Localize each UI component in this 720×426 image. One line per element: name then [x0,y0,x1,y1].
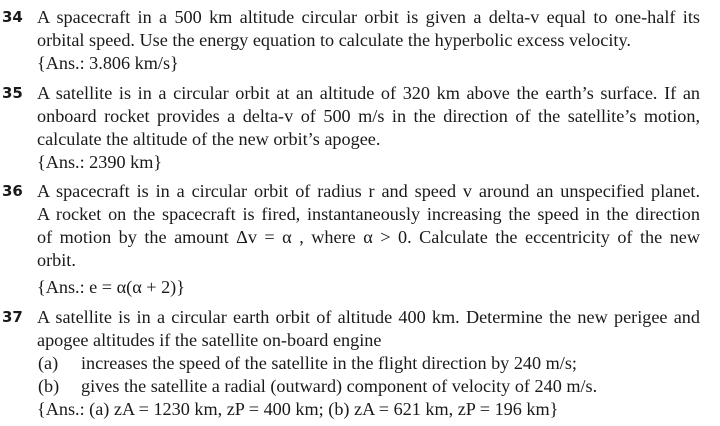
problem-text [37,82,700,174]
problem-number: 34 [2,8,23,26]
problem-line: calculate the altitude of the new orbit’s apogee. [37,129,381,149]
problem-line: orbital speed. Use the energy equation to calculate the hyperbolic excess velocity. [37,30,631,50]
answer: {Ans.: (a) zA = 1230 km, zP = 400 km; (b) zA = 621 km, zP = 196 km} [37,399,559,419]
problem-line: onboard rocket provides a delta-v of 500 m/s in the direction of the satellite’s motion, [37,106,700,126]
subitem-text: increases the speed of the satellite in the flight direction by 240 m/s; [81,353,577,373]
problem-line: A spacecraft is in a circular orbit of radius r and speed v around an unspecified planet. [37,181,700,201]
problem-text [37,180,700,299]
problem-line: A satellite is in a circular orbit at an altitude of 320 km above the earth’s surface. If an [37,83,700,103]
subitem-b [37,375,700,398]
answer: {Ans.: e = α(α + 2)} [37,277,185,297]
subitem-a [37,352,700,375]
problem-line: of motion by the amount Δv = α , where α > 0. Calculate the eccentricity of the new [37,227,700,247]
problem-line: A rocket on the spacecraft is fired, instantaneously increasing the speed in the direction [37,204,700,224]
problem-number: 36 [2,182,23,200]
problem-line: orbit. [37,250,76,270]
problem-text [37,6,700,75]
answer: {Ans.: 2390 km} [37,152,163,172]
answer: {Ans.: 3.806 km/s} [37,53,179,73]
problem-line: apogee altitudes if the satellite on-board engine [37,330,382,350]
problem-number: 37 [2,308,23,326]
problem-line: A spacecraft in a 500 km altitude circular orbit is given a delta-v equal to one-half its [37,7,700,27]
subitem-label: (a) [38,353,59,373]
problem-line: A satellite is in a circular earth orbit of altitude 400 km. Determine the new perigee and [37,307,700,327]
subitem-text: gives the satellite a radial (outward) component of velocity of 240 m/s. [81,376,598,396]
subitem-label: (b) [38,376,60,396]
problem-text [37,306,700,421]
problem-number: 35 [2,84,23,102]
